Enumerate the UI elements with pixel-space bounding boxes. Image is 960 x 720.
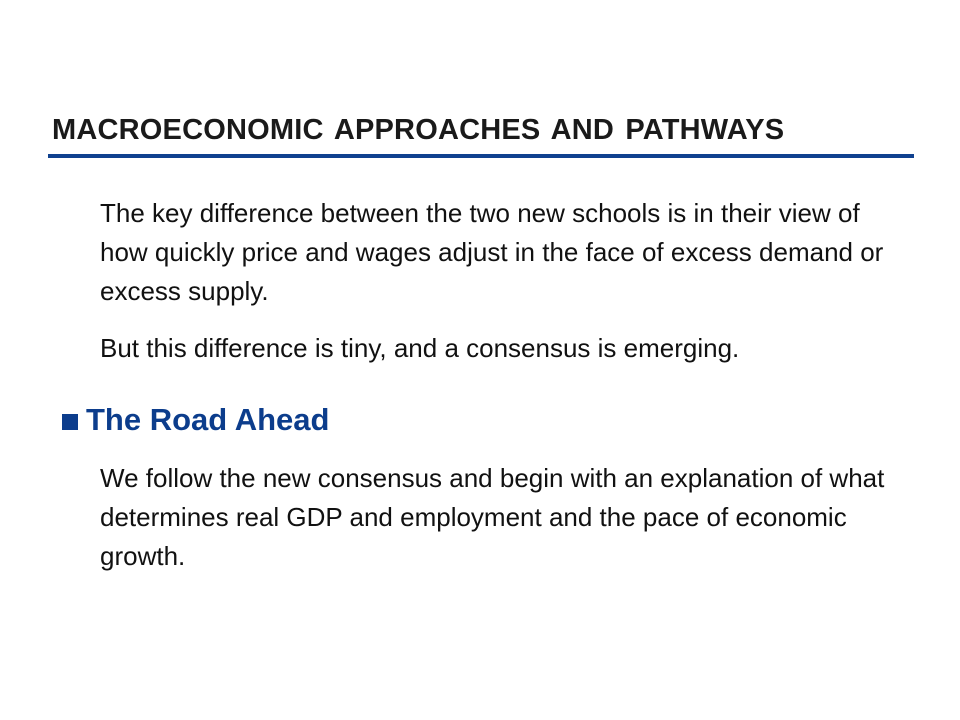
section-heading: The Road Ahead bbox=[86, 402, 330, 437]
section-heading-row bbox=[62, 402, 329, 438]
body-paragraph-consensus: But this difference is tiny, and a consensus is emerging. bbox=[100, 333, 740, 363]
slide-title: MACROECONOMIC APPROACHES AND PATHWAYS bbox=[52, 114, 785, 146]
title-underline bbox=[48, 154, 914, 158]
square-bullet-icon bbox=[62, 414, 78, 430]
body-paragraph-road-ahead: We follow the new consensus and begin with an explanation of what determines real GDP and employment and the pace of economic growth. bbox=[100, 463, 885, 571]
body-paragraph-key-difference: The key difference between the two new schools is in their view of how quickly price and wages adjust in the face of excess demand or excess supply. bbox=[100, 198, 884, 306]
